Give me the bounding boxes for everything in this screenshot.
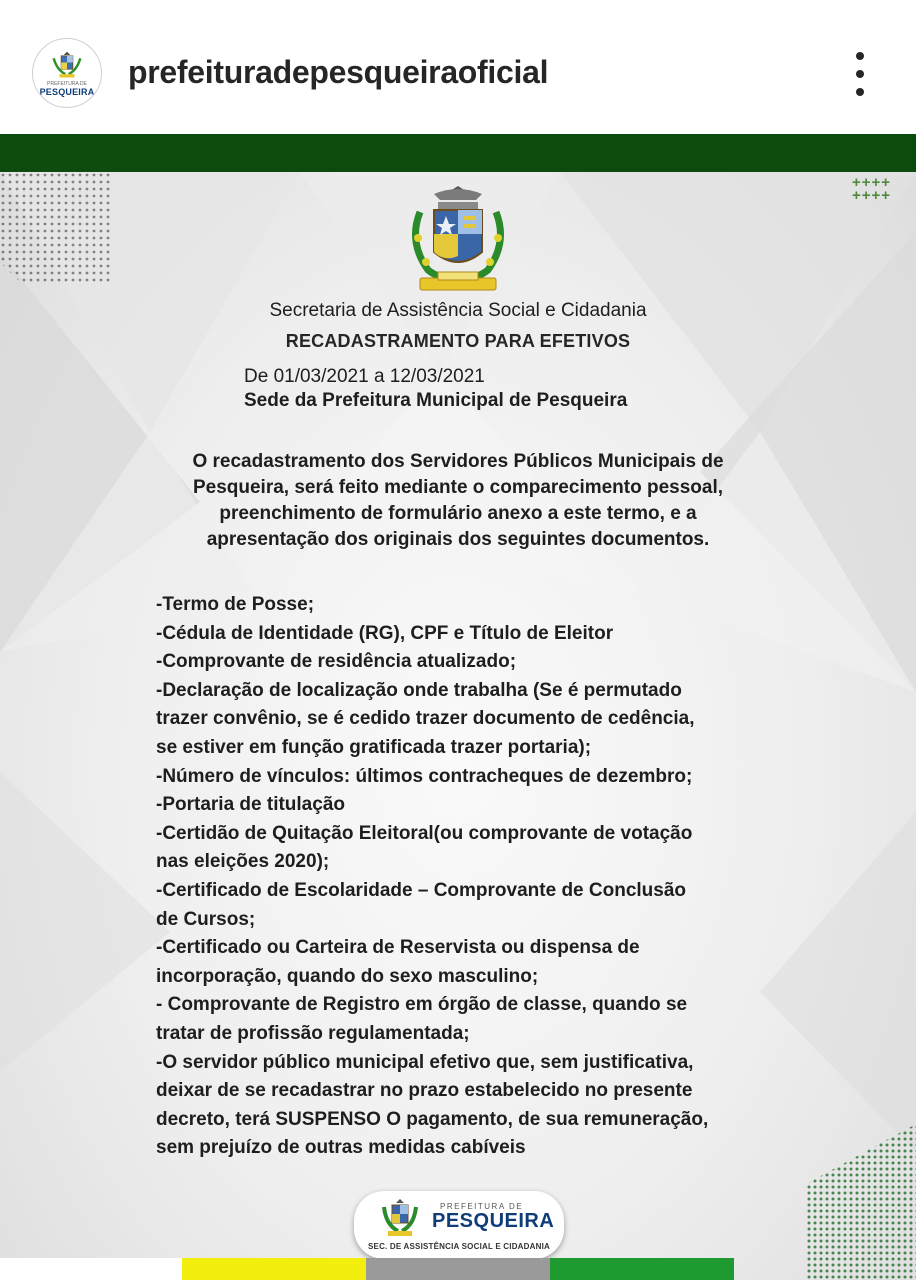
document-list-line: -Comprovante de residência atualizado; bbox=[156, 651, 517, 673]
avatar-name-text: PESQUEIRA bbox=[39, 86, 95, 97]
profile-avatar[interactable] bbox=[32, 38, 102, 108]
account-username[interactable]: prefeituradepesqueiraoficial bbox=[128, 54, 549, 90]
required-documents-list bbox=[156, 591, 776, 1163]
footer-crest-icon bbox=[376, 1197, 424, 1239]
intro-paragraph: O recadastramento dos Servidores Públicos Municipais de Pesqueira, será feito mediante o comparecimento pessoal, preenchimento de formulário anexo a este termo, e a apresentação dos originais dos seguintes documentos. bbox=[192, 451, 724, 550]
announcement-title: RECADASTRAMENTO PARA EFETIVOS bbox=[285, 331, 631, 351]
coat-of-arms-icon bbox=[50, 50, 84, 80]
avatar-small-text: PREFEITURA DE bbox=[47, 80, 87, 87]
footer-prefeitura-text: PREFEITURA DE bbox=[440, 1202, 524, 1211]
document-list-line: -Número de vínculos: últimos contracheques de dezembro; bbox=[156, 765, 693, 787]
date-range: De 01/03/2021 a 12/03/2021 bbox=[244, 366, 485, 387]
document-list-line: -Portaria de titulação bbox=[156, 794, 345, 816]
document-list-line: trazer convênio, se é cedido trazer documento de cedência, bbox=[156, 708, 695, 730]
document-list-line: -Certificado ou Carteira de Reservista ou dispensa de bbox=[156, 937, 640, 959]
document-list-line: tratar de profissão regulamentada; bbox=[156, 1022, 470, 1044]
document-list-line: -Certificado de Escolaridade – Comprovante de Conclusão bbox=[156, 879, 687, 901]
document-list-line: -Declaração de localização onde trabalha (Se é permutado bbox=[156, 679, 682, 701]
footer-secretaria-text: SEC. DE ASSISTÊNCIA SOCIAL E CIDADANIA bbox=[368, 1242, 550, 1251]
document-list-line: deixar de se recadastrar no prazo estabelecido no presente bbox=[156, 1080, 693, 1102]
footer-stripe-green bbox=[550, 1258, 734, 1280]
footer-stripe-gray bbox=[366, 1258, 550, 1280]
secretaria-heading: Secretaria de Assistência Social e Cidadania bbox=[269, 300, 647, 321]
footer-stripe-yellow bbox=[182, 1258, 366, 1280]
document-list-line: -Cédula de Identidade (RG), CPF e Título de Eleitor bbox=[156, 622, 614, 644]
plus-pattern-decoration: ++++ ++++ bbox=[852, 174, 892, 204]
document-list-line: -Termo de Posse; bbox=[156, 594, 315, 615]
document-list-line: nas eleições 2020); bbox=[156, 851, 330, 873]
more-options-button[interactable] bbox=[842, 52, 878, 96]
document-list-line: de Cursos; bbox=[156, 908, 256, 930]
municipal-crest-icon bbox=[398, 182, 518, 304]
post-header bbox=[0, 0, 916, 134]
footer-logo bbox=[354, 1191, 564, 1259]
document-list-line: - Comprovante de Registro em órgão de classe, quando se bbox=[156, 994, 688, 1016]
document-list-line: se estiver em função gratificada trazer portaria); bbox=[156, 736, 592, 758]
footer-name-text: PESQUEIRA bbox=[432, 1210, 555, 1232]
document-list-line: sem prejuízo de outras medidas cabíveis bbox=[156, 1137, 526, 1159]
footer-stripe-white bbox=[0, 1258, 182, 1280]
more-vertical-icon bbox=[856, 52, 864, 60]
more-vertical-icon bbox=[856, 88, 864, 96]
dot-pattern-bottom-right bbox=[806, 1124, 916, 1280]
location-text: Sede da Prefeitura Municipal de Pesqueira bbox=[244, 390, 628, 411]
top-green-band bbox=[0, 134, 916, 172]
document-list-line: incorporação, quando do sexo masculino; bbox=[156, 965, 539, 987]
dot-pattern-top-left bbox=[0, 172, 120, 282]
document-list-line: -Certidão de Quitação Eleitoral(ou comprovante de votação bbox=[156, 822, 693, 844]
document-list-line: decreto, terá SUSPENSO O pagamento, de sua remuneração, bbox=[156, 1108, 709, 1130]
document-list-line: -O servidor público municipal efetivo que, sem justificativa, bbox=[156, 1051, 694, 1073]
post-image[interactable] bbox=[0, 134, 916, 1280]
more-vertical-icon bbox=[856, 70, 864, 78]
